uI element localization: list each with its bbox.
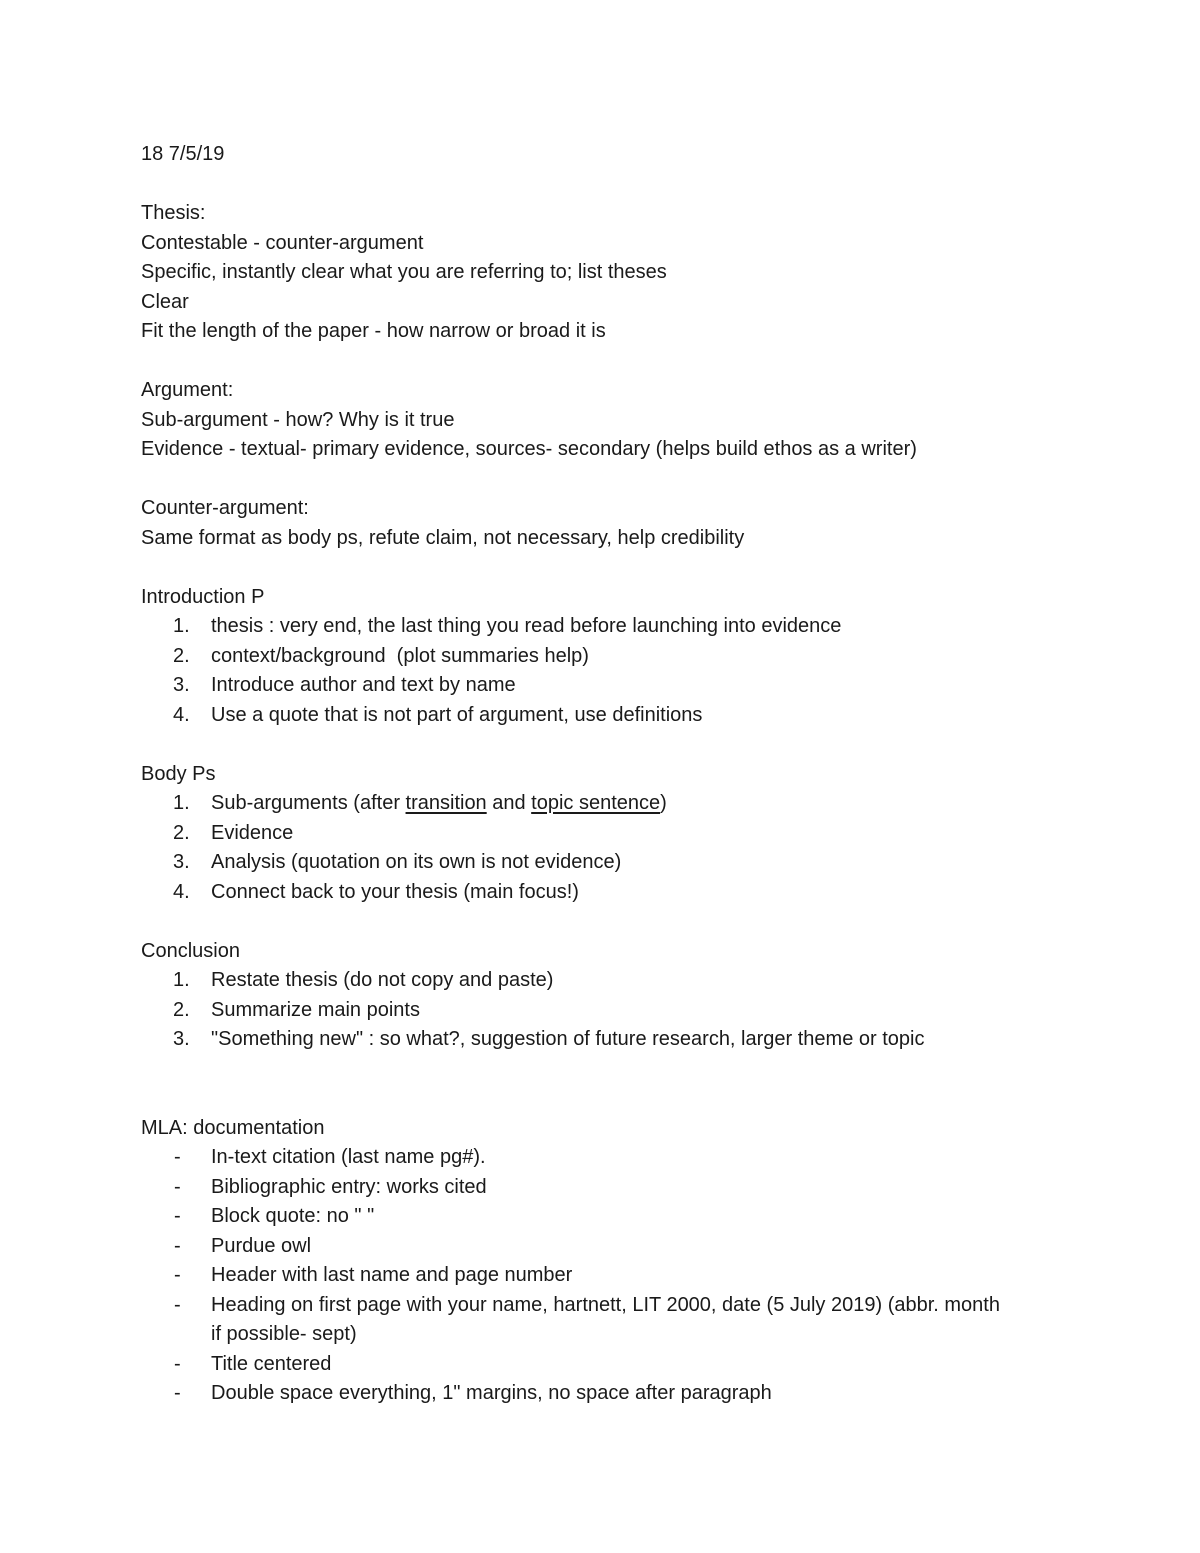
list-item bbox=[141, 1350, 1041, 1380]
argument-line: Sub-argument - how? Why is it true bbox=[141, 408, 455, 431]
list-item bbox=[141, 1173, 1041, 1203]
list-item bbox=[141, 612, 1041, 642]
list-item-text: In-text citation (last name pg#). bbox=[211, 1146, 486, 1168]
dash-bullet: - bbox=[174, 1234, 181, 1257]
counter-argument-heading: Counter-argument: bbox=[141, 497, 309, 519]
spacer bbox=[141, 730, 1041, 760]
list-item bbox=[141, 642, 1041, 672]
mla-list bbox=[141, 1143, 1041, 1409]
text-fragment: Sub-arguments (after bbox=[211, 792, 406, 814]
date-line: 18 7/5/19 bbox=[141, 143, 225, 165]
list-item-text: Bibliographic entry: works cited bbox=[211, 1175, 487, 1198]
text-fragment: and bbox=[486, 792, 532, 814]
spacer bbox=[141, 907, 1041, 937]
list-item bbox=[141, 671, 1041, 701]
list-item bbox=[141, 878, 1041, 908]
list-item bbox=[141, 1143, 1041, 1173]
list-item-text: Purdue owl bbox=[211, 1234, 312, 1257]
list-item-text: Analysis (quotation on its own is not evidence) bbox=[211, 851, 622, 873]
body-ps-list bbox=[141, 789, 1041, 907]
list-item bbox=[141, 701, 1041, 731]
counter-argument-line: Same format as body ps, refute claim, not necessary, help credibility bbox=[141, 526, 745, 549]
list-item-text: thesis : very end, the last thing you read before launching into evidence bbox=[211, 615, 842, 637]
underlined-term-topic-sentence: topic sentence bbox=[531, 792, 661, 814]
list-item bbox=[141, 1232, 1041, 1262]
list-item-text: Title centered bbox=[211, 1352, 332, 1375]
list-number: 2. bbox=[173, 998, 190, 1021]
dash-bullet: - bbox=[174, 1264, 181, 1286]
dash-bullet: - bbox=[174, 1205, 181, 1227]
spacer bbox=[141, 1055, 1041, 1085]
dash-bullet: - bbox=[174, 1352, 181, 1375]
list-number: 2. bbox=[173, 644, 190, 667]
thesis-line: Fit the length of the paper - how narrow or broad it is bbox=[141, 320, 606, 342]
list-item-text: Restate thesis (do not copy and paste) bbox=[211, 969, 554, 991]
dash-bullet: - bbox=[174, 1146, 181, 1168]
argument-line: Evidence - textual- primary evidence, sources- secondary (helps build ethos as a writer) bbox=[141, 438, 917, 460]
thesis-line: Specific, instantly clear what you are referring to; list theses bbox=[141, 261, 667, 283]
document-body bbox=[141, 140, 1041, 1409]
body-ps-heading: Body Ps bbox=[141, 762, 216, 785]
list-number: 2. bbox=[173, 821, 190, 844]
list-item bbox=[141, 1291, 1011, 1350]
list-number: 4. bbox=[173, 703, 190, 726]
list-item bbox=[141, 1379, 1041, 1409]
mla-heading: MLA: documentation bbox=[141, 1116, 325, 1139]
list-number: 3. bbox=[173, 851, 190, 873]
list-item bbox=[141, 819, 1041, 849]
list-number: 3. bbox=[173, 674, 190, 696]
conclusion-heading: Conclusion bbox=[141, 939, 240, 962]
list-item-text: Heading on first page with your name, hartnett, LIT 2000, date (5 July 2019) (abbr. month if possible- sept) bbox=[211, 1293, 1000, 1345]
underlined-term-transition: transition bbox=[405, 792, 487, 814]
list-item bbox=[141, 789, 1041, 819]
thesis-line: Contestable - counter-argument bbox=[141, 231, 424, 254]
list-number: 1. bbox=[173, 615, 190, 637]
list-item-text bbox=[211, 792, 667, 814]
list-item bbox=[141, 1202, 1041, 1232]
list-number: 1. bbox=[173, 969, 190, 991]
list-item bbox=[141, 966, 1041, 996]
list-number: 4. bbox=[173, 880, 190, 903]
dash-bullet: - bbox=[174, 1175, 181, 1198]
introduction-heading: Introduction P bbox=[141, 585, 265, 608]
list-number: 3. bbox=[173, 1028, 190, 1050]
list-item-text: Connect back to your thesis (main focus!) bbox=[211, 880, 579, 903]
list-item-text: Use a quote that is not part of argument, use definitions bbox=[211, 703, 703, 726]
dash-bullet: - bbox=[174, 1382, 181, 1404]
list-item bbox=[141, 848, 1041, 878]
text-fragment: ) bbox=[660, 792, 667, 814]
spacer bbox=[141, 465, 1041, 495]
list-item-text: Evidence bbox=[211, 821, 294, 844]
spacer bbox=[141, 553, 1041, 583]
list-item-text: Double space everything, 1" margins, no space after paragraph bbox=[211, 1382, 772, 1404]
conclusion-list bbox=[141, 966, 1041, 1055]
list-item-text: Introduce author and text by name bbox=[211, 674, 516, 696]
list-item-text: Summarize main points bbox=[211, 998, 420, 1021]
spacer bbox=[141, 1084, 1041, 1114]
spacer bbox=[141, 170, 1041, 200]
list-item-text: "Something new" : so what?, suggestion of future research, larger theme or topic bbox=[211, 1028, 925, 1050]
thesis-line: Clear bbox=[141, 290, 189, 313]
thesis-heading: Thesis: bbox=[141, 202, 206, 224]
list-item-text: Header with last name and page number bbox=[211, 1264, 573, 1286]
list-item-text: context/background (plot summaries help) bbox=[211, 644, 589, 667]
list-item bbox=[141, 996, 1041, 1026]
list-item-text: Block quote: no " " bbox=[211, 1205, 375, 1227]
list-item bbox=[141, 1025, 1041, 1055]
dash-bullet: - bbox=[174, 1293, 181, 1316]
list-number: 1. bbox=[173, 792, 190, 814]
spacer bbox=[141, 347, 1041, 377]
list-item bbox=[141, 1261, 1041, 1291]
argument-heading: Argument: bbox=[141, 379, 234, 401]
introduction-list bbox=[141, 612, 1041, 730]
